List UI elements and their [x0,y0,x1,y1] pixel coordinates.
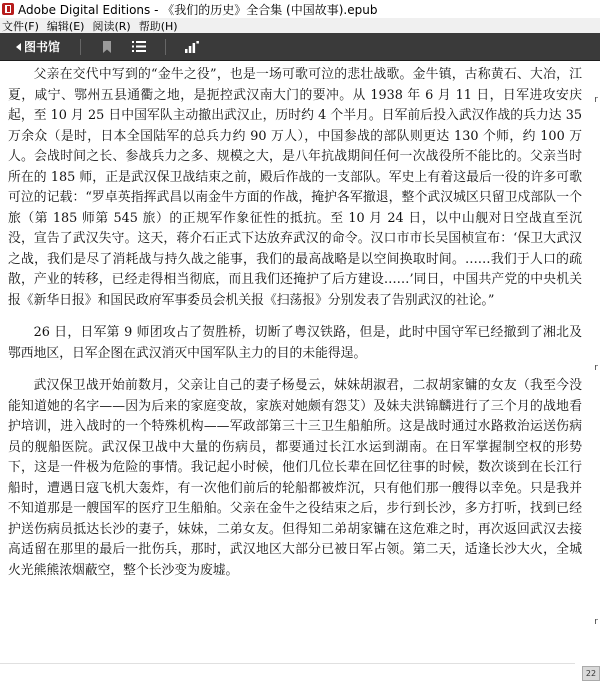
paragraph: 父亲在交代中写到的“金牛之役”，也是一场可歌可泣的悲壮战歌。金牛镇，古称黄石、大冶，江夏，咸宁、鄂州五县通衢之地，是扼控武汉南大门的要冲。从 1938 年 6 月 11 日，日军进攻安庆起，至 10 月 25 日中国军队主动撤出武汉止，历时约 4 个半月。日军前后投入武汉作战的兵力达 35 万余众（是时，日本全国陆军的总兵力约 90 万人），中国参战的部队则更达 130 个师，约 100 万人。会战时间之长、参战兵力之多、规模之大，是八年抗战期间任何一次战役所不能比的。父亲当时所在的 185 师，正是武汉保卫战结束之前，殿后作战的一支部队。军史上有着这最后一役的许多可歌可泣的记载：“罗卓英指挥武昌以南金牛方面的作战，掩护各军撤退，整个武汉城区只留卫戍部队一个旅（第 185 师第 545 旅）的正规军作象征性的抵抗。至 10 月 24 日，以中山舰对日空战直至沉没，宣告了武汉失守。这天，蒋介石正式下达放弃武汉的命令。汉口市市长吴国桢宣布：‘保卫大武汉之战，我们是尽了消耗战与持久战之能事，我们的最高战略是以空间换取时间。……我们于人口的疏散，产业的转移，已经走得相当彻底，而且我们还掩护了后方建设……’同日，中国共产党的中央机关报《新华日报》和国民政府军事委员会机关报《扫荡报》分别发表了告别武汉的社论。” [8,67,582,308]
back-arrow-icon [16,43,21,51]
next-page-edge-glyph: r [594,95,598,105]
menu-help[interactable]: 帮助(H) [138,19,178,33]
page-number-indicator: 22 [582,666,600,681]
reading-pane[interactable] [0,61,600,689]
bookmark-icon[interactable] [97,37,117,57]
reader-toolbar [0,33,600,61]
adobe-digital-editions-icon [2,3,14,15]
font-size-icon[interactable] [182,37,202,57]
paragraph: 武汉保卫战开始前数月，父亲让自己的妻子杨曼云，妹妹胡淑君，二叔胡家镛的女友（我至今没能知道她的名字——因为后来的家庭变故，家族对她颇有怨艾）及妹夫洪锦麟进行了三个月的战地看护培训，进入战时的一个特殊机构——军政部第三十三卫生船舶所。这是战时通过水路救治运送伤病员的舰船医院。武汉保卫战中大量的伤病员，都要通过长江水运到湖南。在日军掌握制空权的形势下，这是一件极为危险的事情。我记起小时候，他们几位长辈在回忆往事的时候，数次谈到在长江行船时，遭遇日寇飞机大轰炸，有一次他们前后的轮船都被炸沉，只有他们那一艘得以幸免。只是我并不知道那是一艘国军的医疗卫生船舶。父亲在金牛之役结束之后，步行到长沙，多方打听，找到已经护送伤病员抵达长沙的妻子，妹妹，二弟女友。但得知二弟胡家镛在这危难之时，再次返回武汉去接高适留在那里的最后一批伤兵，那时，武汉地区大部分已被日军占领。第二天，适逢长沙大火，全城火光熊熊浓烟蔽空，整个长沙变为废墟。 [8,378,582,578]
window-titlebar [0,0,600,18]
page-divider [0,663,575,664]
menu-reading[interactable]: 阅读(R) [92,19,131,33]
next-page-edge-glyph: r [594,617,598,627]
menu-bar [0,18,600,33]
next-page-edge-glyph: r [594,363,598,373]
toolbar-divider [80,39,81,55]
library-label: 图书馆 [24,40,61,54]
toolbar-divider-2 [165,39,166,55]
window-title: Adobe Digital Editions - 《我们的历史》全合集 (中国故事).epub [18,2,378,17]
menu-file[interactable]: 文件(F) [2,19,39,33]
list-view-icon[interactable] [129,37,149,57]
paragraph: 26 日，日军第 9 师团攻占了贺胜桥，切断了粤汉铁路，但是，此时中国守军已经撤到了湘北及鄂西地区，日军企图在武汉消灭中国军队主力的目的未能得逞。 [8,325,582,361]
menu-edit[interactable]: 编辑(E) [46,19,85,33]
library-button[interactable] [0,33,70,60]
book-page [8,65,582,593]
